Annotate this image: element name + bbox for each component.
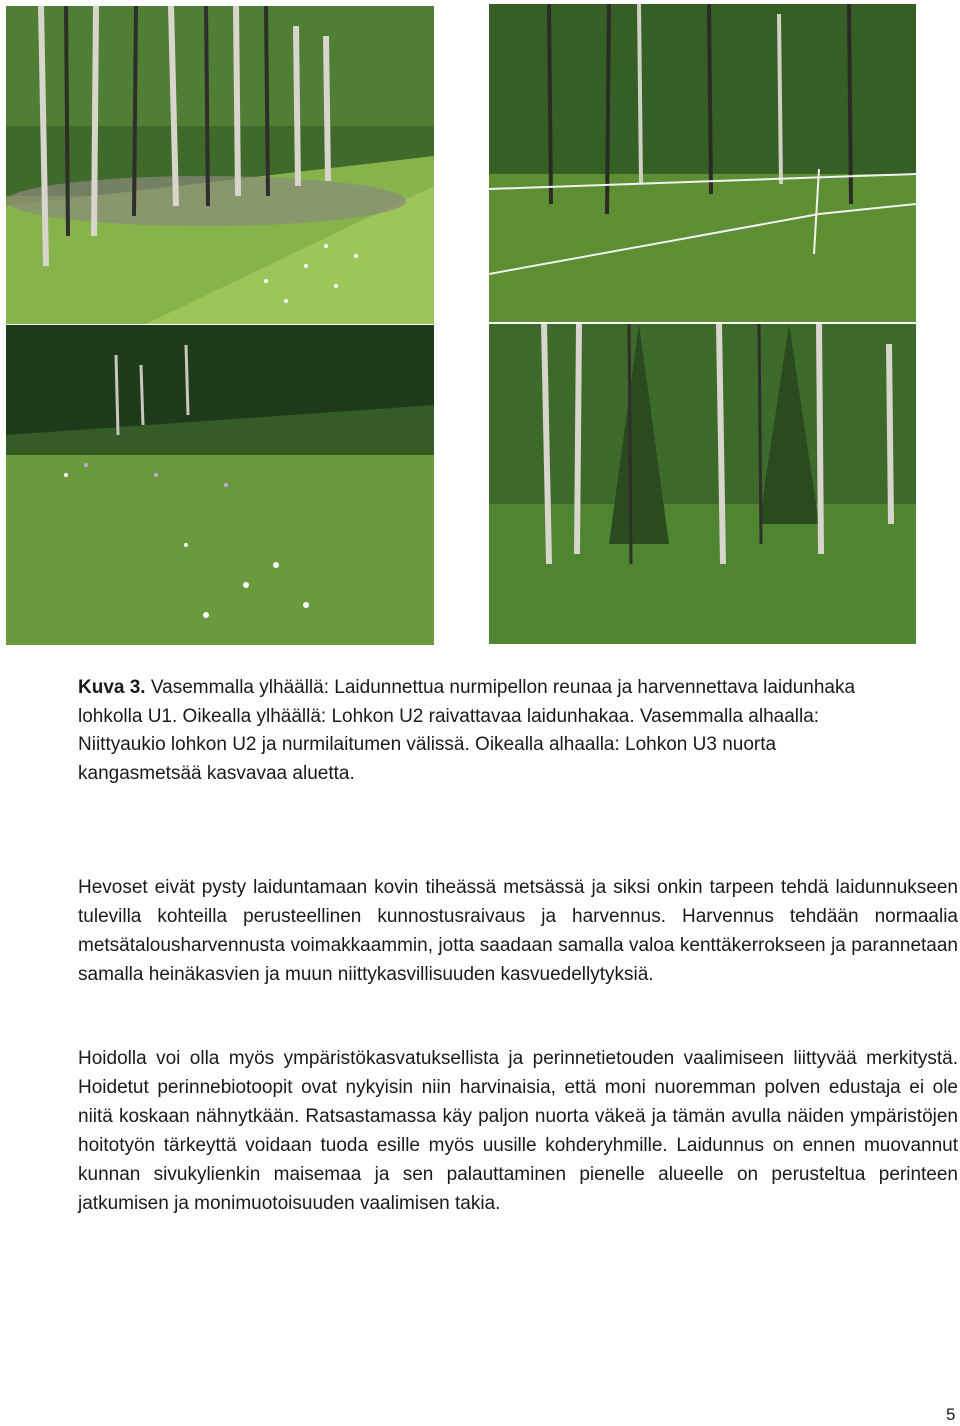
figure-caption: [78, 674, 888, 788]
forest-edge-meadow-photo: [6, 6, 434, 324]
body-paragraph-1: Hevoset eivät pysty laiduntamaan kovin tiheässä metsässä ja siksi onkin tarpeen tehdä laidunnukseen tulevilla kohteilla perusteellinen kunnostusraivaus ja harvennus. Harvennus tehdään normaalia metsätalousharvennusta voimakkaammin, jotta saadaan samalla valoa kenttäkerrokseen ja parannetaan samalla heinäkasvien ja muun niittykasvillisuuden kasvuedellytyksiä.: [78, 877, 958, 985]
forest-tape-fence-photo: [489, 4, 916, 322]
figure-caption-label: Kuva 3.: [78, 677, 146, 698]
birch-spruce-forest-photo: [489, 324, 916, 644]
body-paragraph-2: Hoidolla voi olla myös ympäristökasvatuksellista ja perinnetietouden vaalimiseen liittyvää merkitystä. Hoidetut perinnebiotoopit ovat nykyisin niin harvinaisia, että moni nuoremman polven edustaja ei ole niitä koskaan nähnytkään. Ratsastamassa käy paljon nuorta väkeä ja tämän avulla näiden ympäristöjen hoitotyön tärkeyttä voidaan tuoda esille myös uusille kohderyhmille. Laidunnus on ennen muovannut kunnan sivukylienkin maisemaa ja sen palauttaminen pienelle alueelle on perusteltua perinteen jatkumisen ja monimuotoisuuden vaalimisen takia.: [78, 1048, 958, 1214]
figure-caption-text: Vasemmalla ylhäällä: Laidunnettua nurmipellon reunaa ja harvennettava laidunhaka lohkolla U1. Oikealla ylhäällä: Lohkon U2 raivattavaa laidunhakaa. Vasemmalla alhaalla: Niittyaukio lohkon U2 ja nurmilaitumen välissä. Oikealla alhaalla: Lohkon U3 nuorta kangasmetsää kasvavaa aluetta.: [78, 677, 856, 784]
meadow-clearing-photo: [6, 325, 434, 645]
page-number: 5: [946, 1405, 956, 1424]
